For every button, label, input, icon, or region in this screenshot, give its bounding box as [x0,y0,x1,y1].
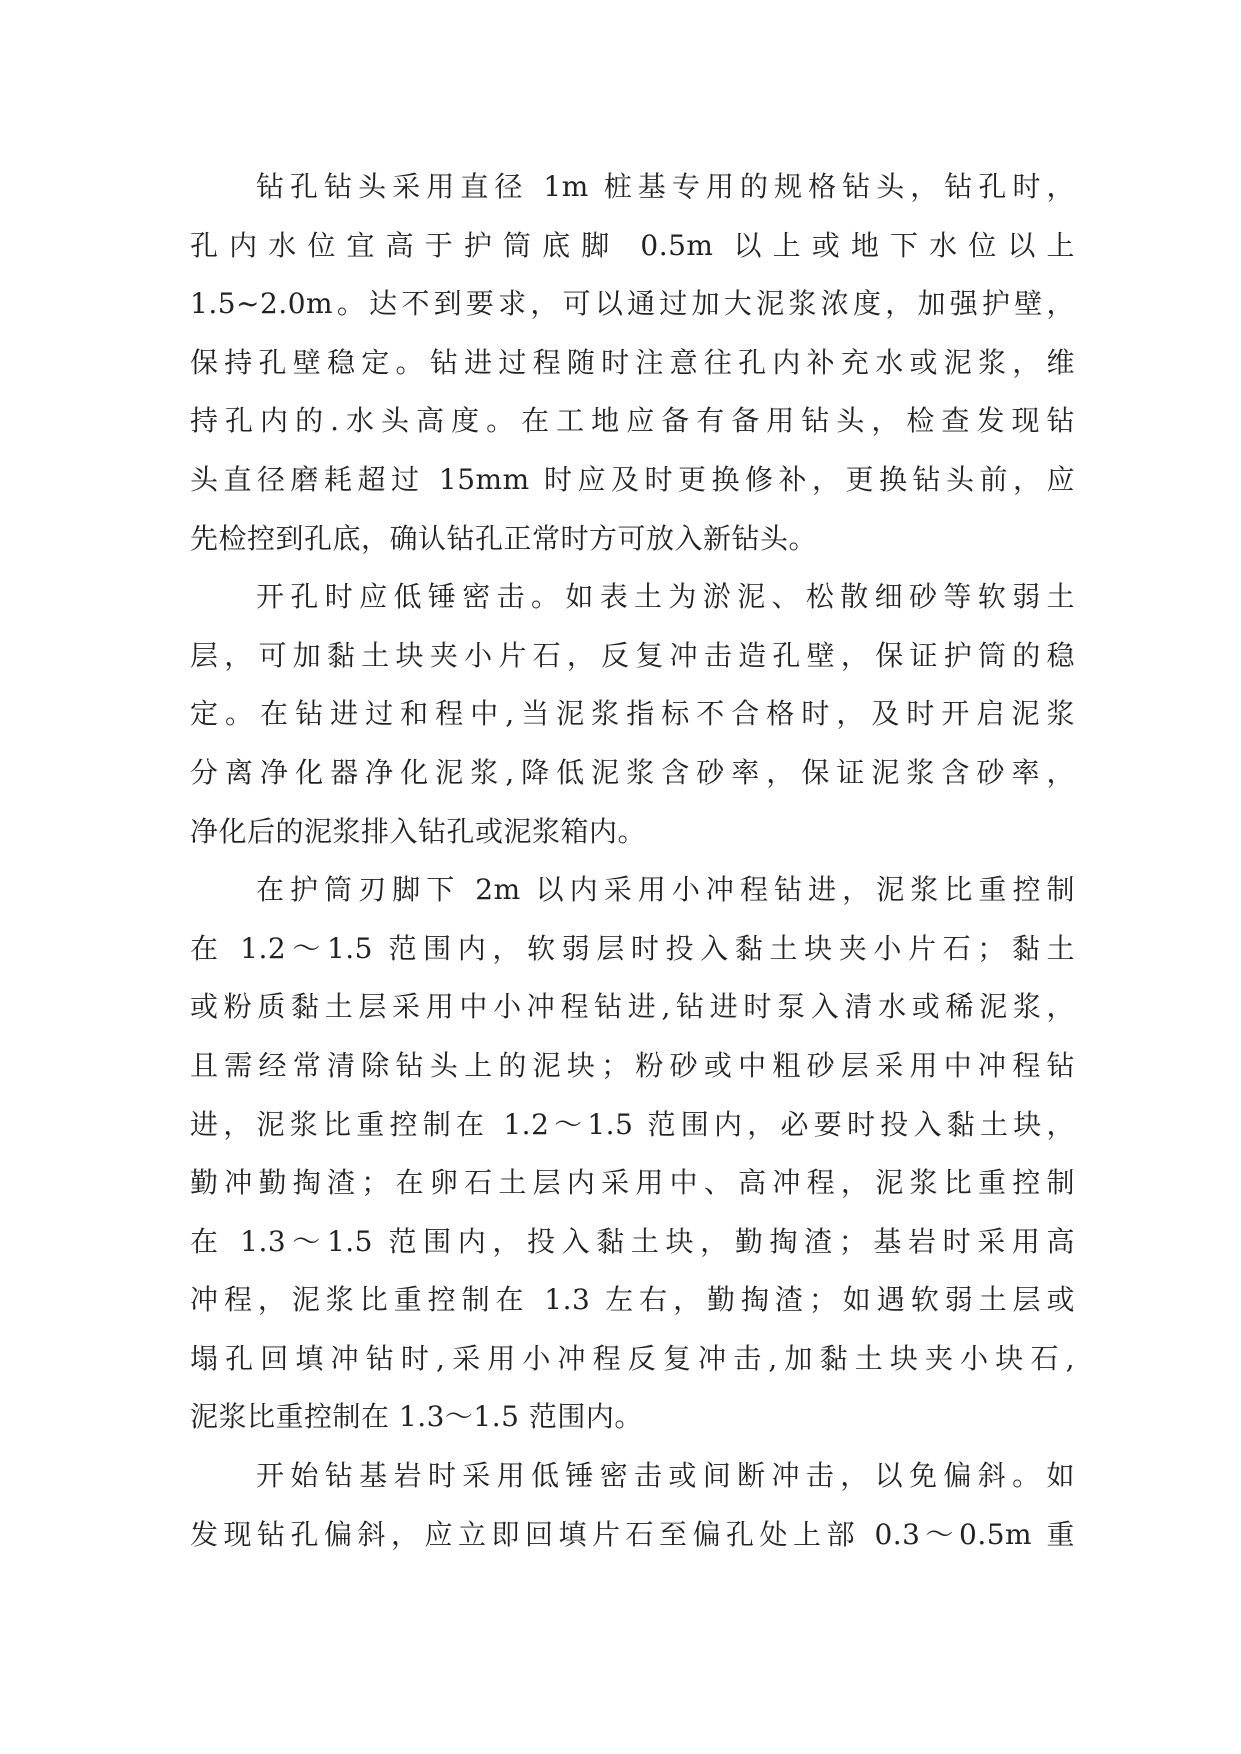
text-line: 冲程，泥浆比重控制在 1.3 左右，勤掏渣；如遇软弱土层或 [190,1283,1075,1317]
text-line: 勤冲勤掏渣；在卵石土层内采用中、高冲程，泥浆比重控制 [190,1166,1075,1200]
paragraph-drilling-bit [190,158,1075,568]
text-line: 在 1.2～1.5 范围内，软弱层时投入黏土块夹小片石；黏土 [190,931,1075,965]
text-line: 先检控到孔底，确认钻孔正常时方可放入新钻头。 [190,521,818,555]
text-line: 层，可加黏土块夹小片石，反复冲击造孔壁，保证护筒的稳 [190,638,1075,672]
text-line: 持孔内的.水头高度。在工地应备有备用钻头，检查发现钻 [190,404,1075,438]
paragraph-hole-opening [190,568,1075,861]
text-line: 进，泥浆比重控制在 1.2～1.5 范围内，必要时投入黏土块， [190,1107,1075,1141]
text-line: 分离净化器净化泥浆,降低泥浆含砂率，保证泥浆含砂率， [190,755,1075,789]
text-line: 1.5~2.0m。达不到要求，可以通过加大泥浆浓度，加强护壁， [190,287,1075,321]
text-line: 在护筒刃脚下 2m 以内采用小冲程钻进，泥浆比重控制 [256,873,1075,907]
text-line: 或粉质黏土层采用中小冲程钻进,钻进时泵入清水或稀泥浆， [190,990,1075,1024]
text-line: 头直径磨耗超过 15mm 时应及时更换修补，更换钻头前，应 [190,462,1075,496]
text-line: 净化后的泥浆排入钻孔或泥浆箱内。 [190,814,647,848]
paragraph-stroke-control [190,861,1075,1447]
document-body [190,158,1075,1564]
paragraph-bedrock-drilling [190,1447,1075,1564]
text-line: 且需经常清除钻头上的泥块；粉砂或中粗砂层采用中冲程钻 [190,1048,1075,1082]
text-line: 在 1.3～1.5 范围内，投入黏土块，勤掏渣；基岩时采用高 [190,1224,1075,1258]
text-line: 泥浆比重控制在 1.3～1.5 范围内。 [190,1400,643,1434]
text-line: 发现钻孔偏斜，应立即回填片石至偏孔处上部 0.3～0.5m 重 [190,1517,1075,1551]
text-line: 定。在钻进过和程中,当泥浆指标不合格时，及时开启泥浆 [190,697,1075,731]
text-line: 钻孔钻头采用直径 1m 桩基专用的规格钻头，钻孔时， [256,170,1075,203]
text-line: 孔内水位宜高于护筒底脚 0.5m 以上或地下水位以上 [190,228,1075,262]
text-line: 塌孔回填冲钻时,采用小冲程反复冲击,加黏土块夹小块石, [190,1341,1075,1375]
text-line: 开孔时应低锤密击。如表土为淤泥、松散细砂等软弱土 [256,580,1075,614]
text-line: 开始钻基岩时采用低锤密击或间断冲击，以免偏斜。如 [256,1459,1075,1493]
text-line: 保持孔壁稳定。钻进过程随时注意往孔内补充水或泥浆，维 [190,345,1075,379]
